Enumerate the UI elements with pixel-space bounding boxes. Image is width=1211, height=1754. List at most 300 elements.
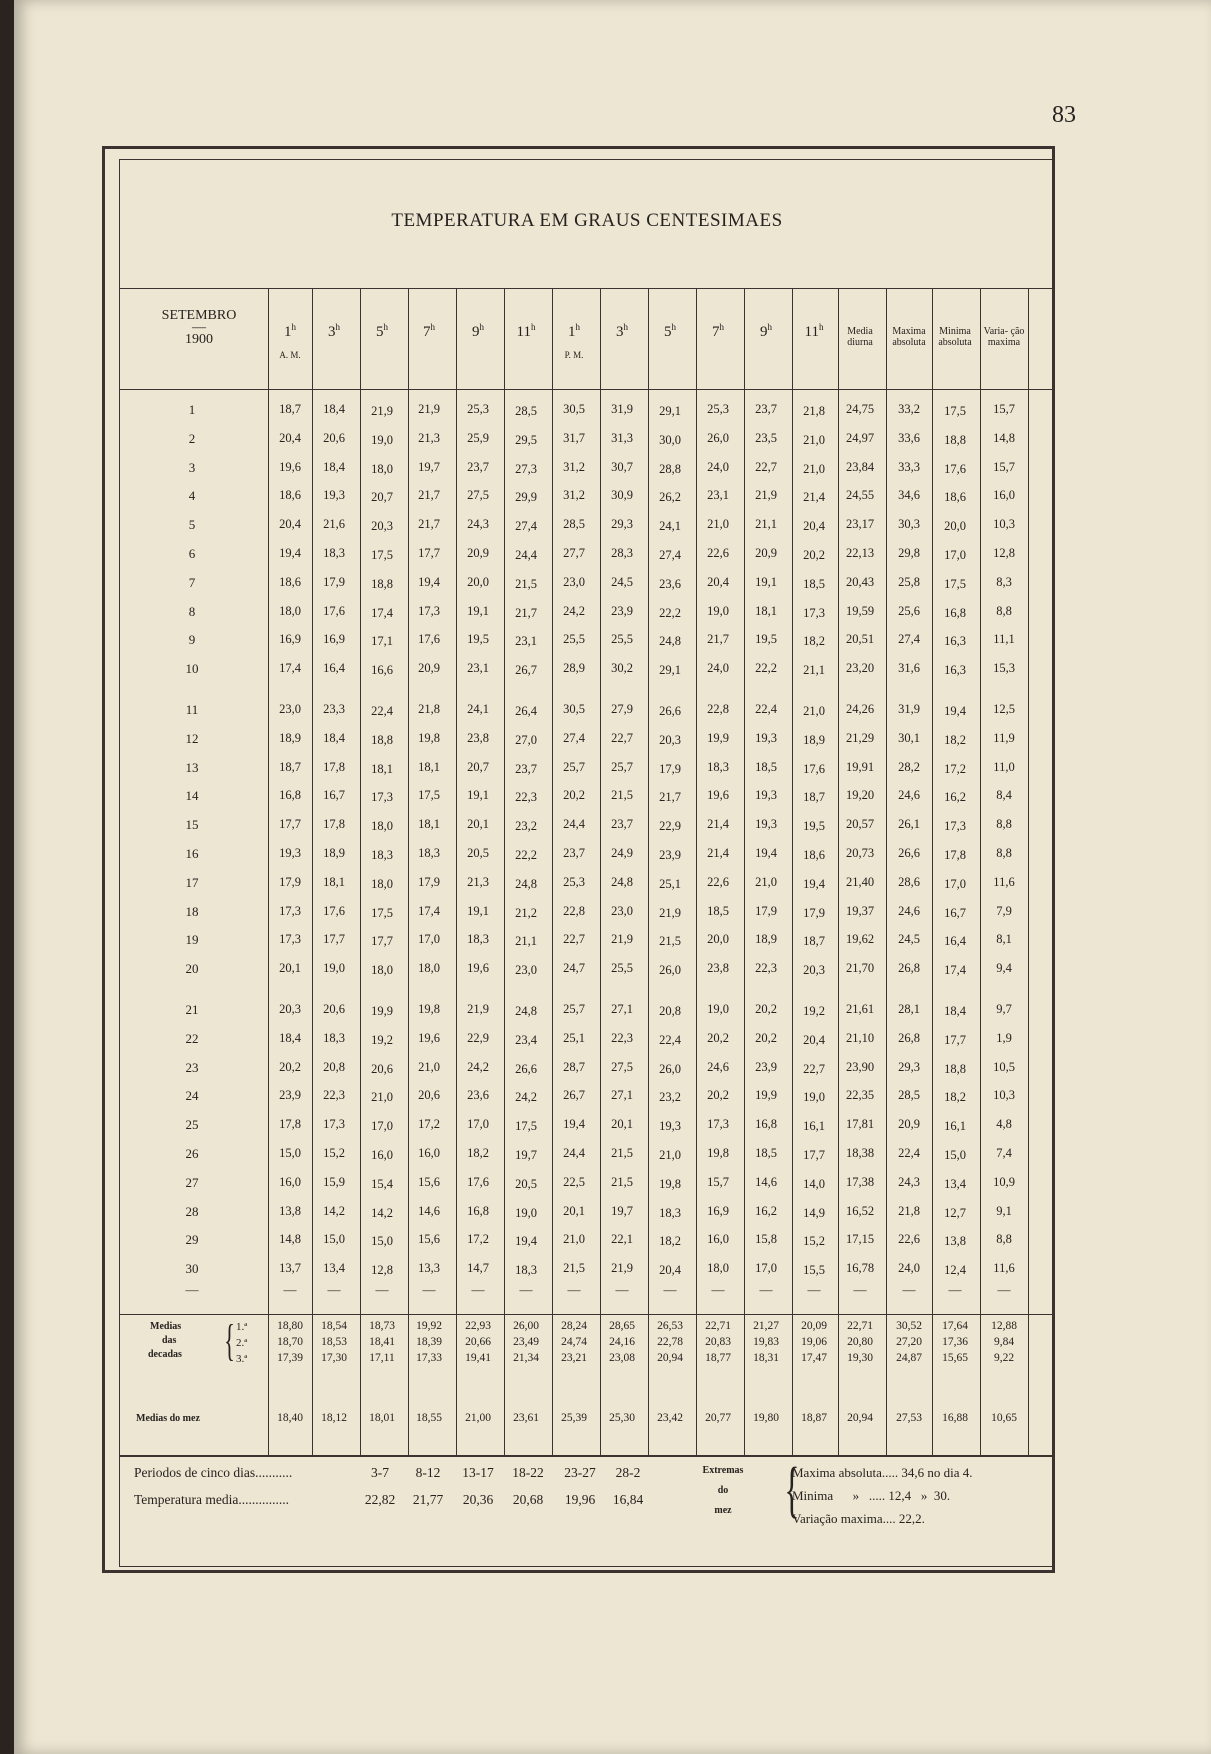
table-cell: 18,5 <box>755 1146 777 1160</box>
table-cell: 19,20 <box>845 788 875 803</box>
table-cell: 20,2 <box>563 788 585 803</box>
table-cell: 22,13 <box>845 546 875 560</box>
table-cell: 21,5 <box>563 1261 585 1276</box>
table-cell: 16,9 <box>323 632 345 647</box>
table-cell: 30,5 <box>563 402 585 416</box>
month-mean-cell: 18,12 <box>321 1412 347 1424</box>
table-cell: 18,2 <box>944 1090 966 1105</box>
table-cell: 21,9 <box>659 905 681 920</box>
table-cell: 25,5 <box>611 632 633 647</box>
table-cell: 18,9 <box>755 932 777 947</box>
decade-mean-cell: 12,88 <box>991 1320 1017 1332</box>
month-mean-cell: 25,30 <box>609 1412 635 1424</box>
day-number: 29 <box>185 1232 199 1248</box>
table-cell: 27,4 <box>659 548 681 562</box>
dash: — <box>948 1282 962 1297</box>
table-cell: 20,3 <box>371 519 393 534</box>
dash: — <box>327 1282 341 1297</box>
table-cell: 25,3 <box>707 402 729 416</box>
hour-suffix: h <box>623 322 628 332</box>
period-range: 18-22 <box>512 1465 544 1480</box>
dash: — <box>663 1282 677 1297</box>
hour-value: 9 <box>760 324 768 340</box>
table-cell: 19,6 <box>467 961 489 976</box>
hour-value: 3 <box>328 324 336 340</box>
table-cell: 21,3 <box>467 874 489 889</box>
table-cell: 27,5 <box>611 1059 633 1074</box>
table-cell: 15,5 <box>803 1263 825 1278</box>
table-cell: 24,8 <box>515 876 537 891</box>
table-cell: 23,7 <box>755 402 777 416</box>
table-cell: 18,1 <box>323 874 345 889</box>
dash: — <box>519 1282 533 1297</box>
table-cell: 19,4 <box>563 1117 585 1132</box>
decade-mean-cell: 18,73 <box>369 1320 395 1332</box>
day-number: 11 <box>185 702 199 717</box>
decade-mean-cell: 17,36 <box>942 1336 968 1348</box>
table-cell: 21,0 <box>803 704 825 718</box>
table-cell: 33,3 <box>898 459 920 474</box>
table-cell: 18,0 <box>371 819 393 834</box>
table-cell: 21,4 <box>803 490 825 505</box>
table-cell: 18,2 <box>803 634 825 649</box>
table-cell: 27,3 <box>515 461 537 476</box>
table-cell: 15,2 <box>803 1234 825 1249</box>
table-cell: 22,4 <box>659 1032 681 1047</box>
table-cell: 24,4 <box>563 817 585 832</box>
table-cell: 19,3 <box>323 488 345 503</box>
table-cell: 19,5 <box>755 632 777 647</box>
column-header-hour <box>792 322 836 341</box>
period-temperature: 22,82 <box>364 1492 396 1507</box>
hour-suffix: h <box>383 322 388 332</box>
table-cell: 24,0 <box>707 661 729 676</box>
column-header-hour <box>407 322 451 341</box>
table-cell: 17,5 <box>371 548 393 562</box>
day-number: 24 <box>185 1088 199 1104</box>
table-cell: 27,9 <box>611 702 633 716</box>
day-number: 8 <box>188 603 196 619</box>
day-number: 4 <box>188 488 196 504</box>
table-cell: 10,3 <box>993 1088 1015 1103</box>
table-cell: 28,9 <box>563 661 585 676</box>
table-cell: 26,0 <box>707 430 729 445</box>
decade-mean-cell: 19,92 <box>416 1320 442 1332</box>
table-cell: 22,7 <box>611 730 633 745</box>
table-cell: 18,2 <box>467 1146 489 1160</box>
table-cell: 18,2 <box>944 732 966 747</box>
table-cell: 22,8 <box>563 903 585 918</box>
table-cell: 14,2 <box>371 1205 393 1220</box>
table-cell: 22,4 <box>898 1146 920 1160</box>
table-cell: 16,0 <box>371 1148 393 1162</box>
table-cell: 19,8 <box>418 730 440 745</box>
hour-suffix: h <box>479 322 484 332</box>
table-cell: 26,4 <box>515 704 537 718</box>
table-cell: 17,38 <box>845 1174 875 1189</box>
table-cell: 26,6 <box>515 1061 537 1076</box>
table-cell: 18,8 <box>944 432 966 447</box>
table-cell: 17,5 <box>944 404 966 418</box>
table-cell: 25,9 <box>467 430 489 445</box>
period-temperature: 20,36 <box>462 1492 494 1507</box>
table-cell: 17,8 <box>323 817 345 832</box>
decade-number: 3.ª <box>236 1353 248 1365</box>
table-cell: 17,7 <box>418 546 440 560</box>
table-cell: 17,0 <box>418 932 440 947</box>
month-mean-cell: 18,40 <box>277 1412 303 1424</box>
table-cell: 22,3 <box>611 1030 633 1045</box>
table-cell: 17,9 <box>755 903 777 918</box>
table-cell: 21,0 <box>418 1059 440 1074</box>
table-cell: 21,7 <box>418 488 440 503</box>
table-cell: 21,29 <box>845 730 875 745</box>
table-cell: 22,35 <box>845 1088 875 1103</box>
table-cell: 14,2 <box>323 1203 345 1218</box>
decade-mean-cell: 18,54 <box>321 1320 347 1332</box>
table-cell: 17,7 <box>371 934 393 949</box>
table-cell: 18,0 <box>371 461 393 476</box>
table-cell: 21,9 <box>611 1261 633 1276</box>
table-cell: 31,9 <box>611 402 633 416</box>
table-cell: 19,1 <box>755 574 777 589</box>
table-cell: 12,8 <box>371 1263 393 1278</box>
table-cell: 17,8 <box>944 848 966 862</box>
table-cell: 8,8 <box>996 817 1012 832</box>
decade-mean-cell: 18,39 <box>416 1336 442 1348</box>
table-cell: 31,9 <box>898 702 920 716</box>
table-cell: 18,0 <box>707 1261 729 1276</box>
table-cell: 24,9 <box>611 846 633 860</box>
table-cell: 24,2 <box>515 1090 537 1105</box>
table-cell: 20,0 <box>707 932 729 947</box>
table-cell: 27,7 <box>563 546 585 560</box>
column-header-hour <box>648 322 692 341</box>
table-cell: 9,4 <box>996 961 1012 976</box>
day-number: 25 <box>185 1117 199 1133</box>
table-cell: 29,3 <box>611 517 633 532</box>
table-cell: 17,3 <box>323 1117 345 1132</box>
decade-mean-cell: 18,80 <box>277 1320 303 1332</box>
table-cell: 20,3 <box>803 963 825 978</box>
table-cell: 18,3 <box>659 1205 681 1220</box>
table-cell: 25,7 <box>611 759 633 774</box>
table-cell: 13,3 <box>418 1261 440 1276</box>
table-cell: 20,0 <box>467 574 489 589</box>
table-cell: 17,6 <box>323 903 345 918</box>
decade-brace: { <box>224 1316 235 1365</box>
table-cell: 19,9 <box>707 730 729 745</box>
table-cell: 31,7 <box>563 430 585 445</box>
table-cell: 24,4 <box>515 548 537 562</box>
table-cell: 19,0 <box>707 1002 729 1016</box>
table-cell: 21,8 <box>803 404 825 418</box>
table-cell: 19,7 <box>418 459 440 474</box>
extremas-label <box>684 1461 762 1521</box>
column-divider <box>980 289 981 1455</box>
table-cell: 22,5 <box>563 1174 585 1189</box>
month-mean-cell: 23,61 <box>513 1412 539 1424</box>
table-cell: 24,4 <box>563 1146 585 1160</box>
decade-mean-cell: 20,80 <box>847 1336 873 1348</box>
table-cell: 16,78 <box>845 1261 875 1276</box>
table-cell: 26,2 <box>659 490 681 505</box>
column-header-hour <box>552 322 596 341</box>
table-cell: 25,1 <box>659 876 681 891</box>
table-cell: 22,2 <box>515 848 537 862</box>
hour-value: 5 <box>664 324 672 340</box>
table-cell: 22,6 <box>898 1232 920 1247</box>
decade-mean-cell: 20,09 <box>801 1320 827 1332</box>
table-cell: 12,8 <box>993 546 1015 560</box>
table-cell: 22,7 <box>803 1061 825 1076</box>
table-cell: 23,2 <box>515 819 537 834</box>
table-cell: 18,5 <box>803 576 825 591</box>
table-cell: 22,6 <box>707 546 729 560</box>
table-cell: 18,3 <box>323 546 345 560</box>
periods-label: Periodos de cinco dias........... <box>134 1465 293 1480</box>
table-cell: 20,7 <box>467 759 489 774</box>
table-cell: 26,0 <box>659 963 681 978</box>
table-cell: 14,9 <box>803 1205 825 1220</box>
table-cell: 15,4 <box>371 1176 393 1191</box>
month-mean-cell: 19,80 <box>753 1412 779 1424</box>
table-cell: 17,8 <box>279 1117 301 1132</box>
table-cell: 20,57 <box>845 817 875 832</box>
table-cell: 24,6 <box>898 903 920 918</box>
table-cell: 20,51 <box>845 632 875 647</box>
table-cell: 8,8 <box>996 1232 1012 1247</box>
hour-value: 1 <box>568 324 576 340</box>
decade-number: 1.ª <box>236 1321 248 1333</box>
table-cell: 18,1 <box>418 817 440 832</box>
table-cell: 17,2 <box>467 1232 489 1247</box>
table-cell: 21,8 <box>418 702 440 716</box>
table-cell: 9,1 <box>996 1203 1012 1218</box>
table-cell: 19,1 <box>467 903 489 918</box>
header-rule <box>119 389 1054 390</box>
table-cell: 15,0 <box>323 1232 345 1247</box>
period-range: 28-2 <box>615 1465 641 1480</box>
table-cell: 13,8 <box>944 1234 966 1249</box>
table-cell: 23,8 <box>707 961 729 976</box>
hour-value: 5 <box>376 324 384 340</box>
table-cell: 19,8 <box>707 1146 729 1160</box>
table-cell: 17,0 <box>371 1119 393 1134</box>
table-cell: 25,8 <box>898 574 920 589</box>
table-cell: 16,4 <box>323 661 345 676</box>
table-cell: 24,1 <box>659 519 681 534</box>
table-cell: 21,5 <box>611 788 633 803</box>
table-cell: 26,0 <box>659 1061 681 1076</box>
decade-mean-cell: 18,53 <box>321 1336 347 1348</box>
column-header-hour <box>268 322 312 341</box>
table-cell: 23,5 <box>755 430 777 445</box>
table-cell: 20,8 <box>659 1004 681 1018</box>
extrema-variacao: Variação maxima.... 22,2. <box>792 1511 925 1526</box>
month-dash: — <box>192 320 206 335</box>
decade-mean-cell: 26,53 <box>657 1320 683 1332</box>
month-header <box>134 308 264 348</box>
dash: — <box>185 1282 199 1297</box>
decade-mean-cell: 17,30 <box>321 1352 347 1364</box>
month-mean-cell: 25,39 <box>561 1412 587 1424</box>
table-cell: 23,9 <box>279 1088 301 1103</box>
table-cell: 23,17 <box>845 517 875 532</box>
decade-mean-cell: 17,64 <box>942 1320 968 1332</box>
table-cell: 17,0 <box>467 1117 489 1132</box>
table-cell: 24,8 <box>515 1004 537 1018</box>
table-cell: 26,7 <box>563 1088 585 1103</box>
table-cell: 19,3 <box>279 846 301 860</box>
table-cell: 16,6 <box>371 663 393 678</box>
month-means-label: Medias do mez <box>136 1413 200 1424</box>
day-number: 7 <box>188 574 196 590</box>
table-cell: 19,0 <box>371 432 393 447</box>
table-cell: 16,8 <box>755 1117 777 1132</box>
table-cell: 23,7 <box>563 846 585 860</box>
hour-suffix: h <box>430 322 435 332</box>
decade-mean-cell: 23,08 <box>609 1352 635 1364</box>
table-cell: 20,3 <box>659 732 681 747</box>
table-cell: 15,2 <box>323 1146 345 1160</box>
table-cell: 21,0 <box>563 1232 585 1247</box>
table-cell: 18,3 <box>323 1030 345 1045</box>
table-cell: 25,3 <box>467 402 489 416</box>
table-cell: 30,3 <box>898 517 920 532</box>
decade-label-line: decadas <box>148 1349 182 1360</box>
table-cell: 22,9 <box>467 1030 489 1045</box>
table-cell: 14,8 <box>993 430 1015 445</box>
day-number: 19 <box>185 932 199 948</box>
table-cell: 17,9 <box>323 574 345 589</box>
month-mean-cell: 20,77 <box>705 1412 731 1424</box>
table-cell: 18,4 <box>944 1004 966 1018</box>
table-cell: 17,8 <box>323 759 345 774</box>
table-cell: 17,6 <box>944 461 966 476</box>
table-cell: 19,4 <box>755 846 777 860</box>
decade-mean-cell: 30,52 <box>896 1320 922 1332</box>
table-cell: 20,1 <box>467 817 489 832</box>
table-cell: 30,2 <box>611 661 633 676</box>
table-cell: 21,40 <box>845 874 875 889</box>
table-cell: 28,6 <box>898 874 920 889</box>
table-cell: 28,5 <box>898 1088 920 1103</box>
day-number: 10 <box>185 661 199 677</box>
table-cell: 17,2 <box>418 1117 440 1132</box>
day-number: 17 <box>185 874 199 890</box>
table-cell: 9,7 <box>996 1002 1012 1016</box>
table-cell: 18,38 <box>845 1146 875 1160</box>
table-cell: 18,6 <box>279 574 301 589</box>
extremas-label-line: mez <box>714 1505 732 1516</box>
table-cell: 18,9 <box>279 730 301 745</box>
table-cell: 20,4 <box>803 1032 825 1047</box>
column-header-hour <box>456 322 500 341</box>
column-divider <box>1028 289 1029 1455</box>
day-number: 1 <box>188 402 196 417</box>
table-cell: 18,6 <box>944 490 966 505</box>
table-cell: 22,3 <box>323 1088 345 1103</box>
column-header-period: A. M. <box>279 350 301 360</box>
table-cell: 21,1 <box>515 934 537 949</box>
column-header-hour <box>696 322 740 341</box>
table-cell: 21,5 <box>611 1146 633 1160</box>
table-cell: 17,9 <box>418 874 440 889</box>
table-cell: 15,6 <box>418 1232 440 1247</box>
table-cell: 20,4 <box>803 519 825 534</box>
hour-value: 7 <box>712 324 720 340</box>
table-cell: 22,7 <box>755 459 777 474</box>
day-number: 13 <box>185 759 199 775</box>
table-cell: 24,26 <box>845 702 875 716</box>
table-cell: 21,0 <box>803 432 825 447</box>
table-cell: 24,75 <box>845 402 875 416</box>
table-cell: 29,8 <box>898 546 920 560</box>
table-cell: 17,3 <box>707 1117 729 1132</box>
table-cell: 8,3 <box>996 574 1012 589</box>
table-cell: 31,6 <box>898 661 920 676</box>
day-number: 3 <box>188 459 196 475</box>
table-cell: 16,2 <box>944 790 966 805</box>
table-cell: 27,4 <box>563 730 585 745</box>
dash: — <box>853 1282 867 1297</box>
column-header-stat: Media diurna <box>847 326 873 348</box>
table-cell: 26,6 <box>659 704 681 718</box>
table-cell: 29,1 <box>659 404 681 418</box>
day-number: 21 <box>185 1002 199 1017</box>
table-cell: 21,61 <box>845 1002 875 1016</box>
decade-mean-cell: 17,33 <box>416 1352 442 1364</box>
table-cell: 23,0 <box>515 963 537 978</box>
table-cell: 18,5 <box>755 759 777 774</box>
table-cell: 21,9 <box>418 402 440 416</box>
table-cell: 10,5 <box>993 1059 1015 1074</box>
table-cell: 24,5 <box>898 932 920 947</box>
table-cell: 21,4 <box>707 817 729 832</box>
dash: — <box>375 1282 389 1297</box>
table-cell: 21,10 <box>845 1030 875 1045</box>
decade-mean-cell: 15,65 <box>942 1352 968 1364</box>
table-cell: 19,8 <box>659 1176 681 1191</box>
period-temperature: 19,96 <box>564 1492 596 1507</box>
month-mean-cell: 23,42 <box>657 1412 683 1424</box>
table-cell: 16,4 <box>944 934 966 949</box>
table-cell: 23,7 <box>611 817 633 832</box>
table-cell: 20,7 <box>371 490 393 505</box>
column-header-stat: Maxima absoluta <box>892 326 926 348</box>
hour-value: 1 <box>284 324 292 340</box>
table-cell: 18,5 <box>707 903 729 918</box>
table-cell: 20,2 <box>707 1088 729 1103</box>
table-cell: 21,7 <box>707 632 729 647</box>
table-cell: 23,4 <box>515 1032 537 1047</box>
table-cell: 19,3 <box>755 788 777 803</box>
table-cell: 21,9 <box>467 1002 489 1016</box>
hour-suffix: h <box>530 322 536 332</box>
day-number: 18 <box>185 903 199 919</box>
period-temperature: 16,84 <box>612 1492 644 1507</box>
table-cell: 20,6 <box>371 1061 393 1076</box>
table-cell: 18,7 <box>803 934 825 949</box>
table-cell: 16,7 <box>323 788 345 803</box>
extremas-label-line: do <box>717 1485 729 1496</box>
table-cell: 10,9 <box>993 1174 1015 1189</box>
table-cell: 15,7 <box>993 459 1015 474</box>
table-cell: 27,1 <box>611 1002 633 1016</box>
table-cell: 16,8 <box>467 1203 489 1218</box>
table-cell: 21,7 <box>515 605 537 620</box>
